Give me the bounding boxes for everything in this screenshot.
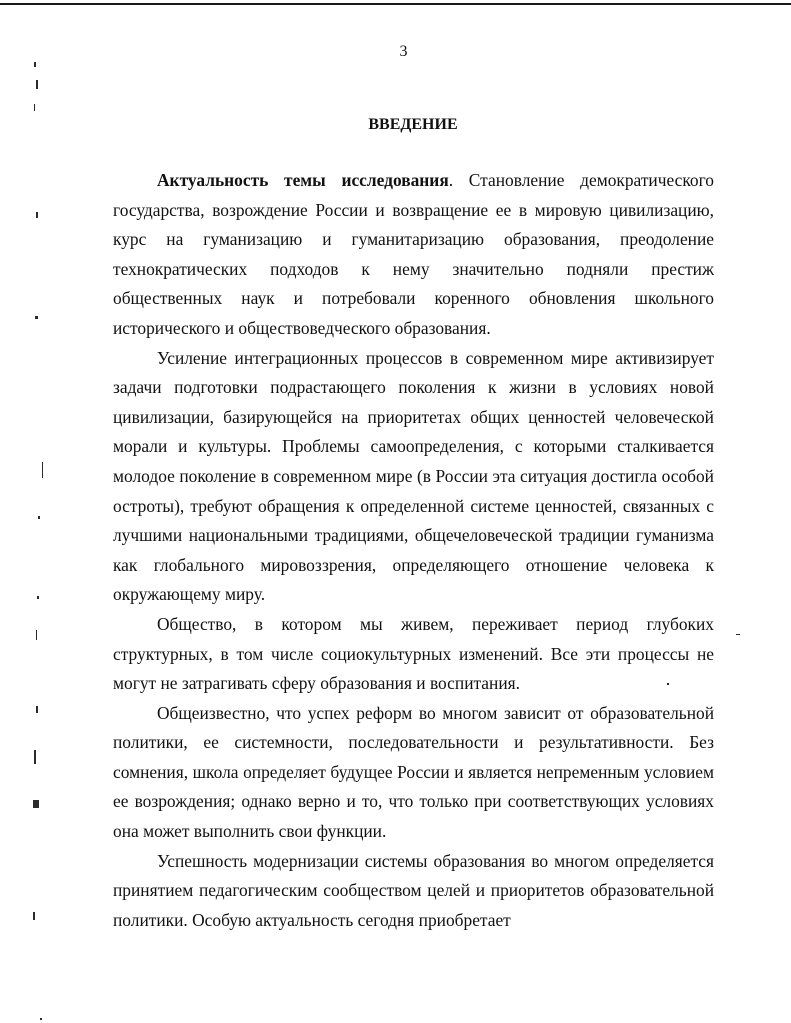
scan-speck [34, 104, 35, 111]
paragraph-text: . Становление демократического государства, возрождение России и возвращение ее в мировую цивилизацию, курс на гуманизацию и гуманитаризацию образования, преодоление технократических подходов к нему значительно подняли престиж общественных наук и потребовали коренного обновления школьного исторического и обществоведческого образования. [113, 170, 714, 338]
scan-speck [40, 1018, 42, 1020]
scan-speck [42, 462, 43, 478]
scan-speck [36, 706, 38, 713]
paragraph-3: Общество, в котором мы живем, переживает период глубоких структурных, в том числе социокультурных изменений. Все эти процессы не могут не затрагивать сферу образования и воспитания. [113, 613, 714, 694]
section-heading: ВВЕДЕНИЕ [368, 116, 458, 133]
scan-speck [33, 800, 39, 808]
paragraph-4: Общеизвестно, что успех реформ во многом зависит от образовательной политики, ее системности, последовательности и результативности. Без сомнения, школа определяет будущее России и является непременным условием ее возрождения; однако верно и то, что только при соответствующих условиях она может выполнить свои функции. [113, 702, 714, 842]
scan-top-border [0, 3, 791, 5]
page-number: 3 [399, 43, 408, 60]
scan-speck [36, 212, 38, 218]
paragraph-2: Усиление интеграционных процессов в современном мире активизирует задачи подготовки подрастающего поколения к жизни в условиях новой цивилизации, базирующейся на приоритетах общих ценностей человеческой морали и культуры. Проблемы самоопределения, с которыми сталкивается молодое поколение в современном мире (в России эта ситуация достигла особой остроты), требуют обращения к определенной системе ценностей, связанных с лучшими национальными традициями, общечеловеческой традиции гуманизма как глобального мировоззрения, определяющего отношение человека к окружающему миру. [113, 347, 714, 605]
scan-speck [34, 62, 36, 67]
scan-speck [37, 596, 39, 599]
document-body [113, 166, 714, 935]
paragraph-lead: Актуальность темы исследования [157, 170, 449, 190]
scan-speck [36, 80, 38, 89]
scan-speck [33, 912, 35, 920]
paragraph-5: Успешность модернизации системы образования во многом определяется принятием педагогическим сообществом целей и приоритетов образовательной политики. Особую актуальность сегодня приобретает [113, 850, 714, 930]
scan-speck [38, 516, 40, 519]
scan-speck [35, 316, 38, 319]
paragraph-1 [113, 166, 714, 344]
scan-speck [736, 634, 740, 635]
scan-speck [36, 630, 37, 640]
scan-speck [34, 750, 36, 764]
